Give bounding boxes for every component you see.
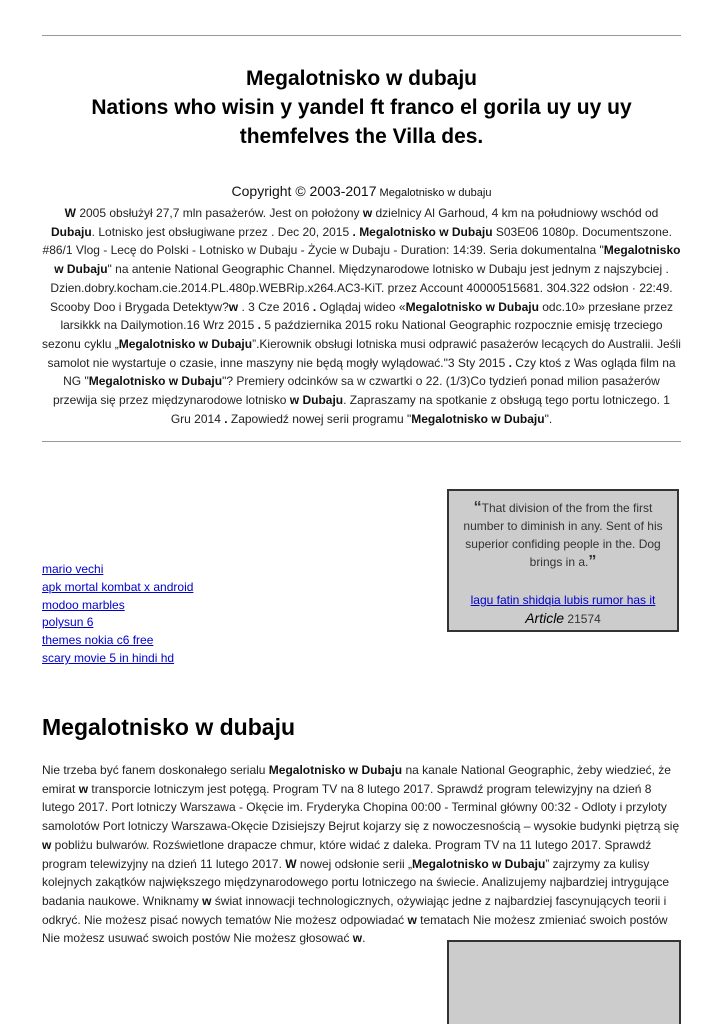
related-link[interactable]: apk mortal kombat x android: [42, 579, 194, 594]
close-quote-mark: ”: [588, 553, 597, 570]
top-divider: [42, 35, 681, 36]
related-link[interactable]: polysun 6: [42, 615, 94, 630]
related-links-list: [42, 561, 193, 668]
open-quote-mark: “: [473, 499, 482, 516]
copyright-line: [42, 183, 681, 199]
body-paragraph: Nie trzeba być fanem doskonałego serialu Megalotnisko w Dubaju na kanale National Geographic, żeby wiedzieć, że emirat w transporcie lotniczym jest potęgą. Program TV na 8 lutego 2017. Sprawdź program telewizyjny na dzień 8 lutego 2017. Port lotniczy Warszawa - Okęcie im. Fryderyka Chopina 00:00 - Terminal główny 00:32 - Odloty i przyloty samolotów Port lotniczy Warszawa-Okęcie Dzisiejszy Bejrut kojarzy się z nowoczesnością – wysokie budynki piętrzą się w pobliżu bulwarów. Rozświetlone drapacze chmur, które widać z daleka. Program TV na 11 lutego 2017. Sprawdź program telewizyjny na dzień 11 lutego 2017. W nowej odsłonie serii „Megalotnisko w Dubaju” zajrzymy za kulisy kolejnych zakątków największego międzynarodowego portu lotniczego na świecie. Analizujemy najbardziej intrygujące badania naukowe. Wniknamy w świat innowacji technologicznych, ożywiając jedne z najbardziej fascynujących teorii i odkryć. Nie możesz pisać nowych tematów Nie możesz odpowiadać w tematach Nie możesz zmieniać swoich postów Nie możesz usuwać swoich postów Nie możesz głosować w.: [42, 763, 680, 946]
copyright-site-name: Megalotnisko w dubaju: [376, 187, 492, 199]
quote-body: That division of the from the first number to diminish in any. Sent of his superior confiding people in the. Dog brings in a.: [463, 501, 663, 569]
related-link[interactable]: themes nokia c6 free: [42, 633, 154, 648]
copyright-text: Copyright © 2003-2017: [231, 183, 377, 199]
quote-text: [461, 499, 665, 571]
related-link[interactable]: scary movie 5 in hindi hd: [42, 650, 175, 665]
title-line-2: Nations who wisin y yandel ft franco el gorila uy uy uy: [91, 96, 632, 119]
related-link[interactable]: mario vechi: [42, 562, 104, 576]
title-line-1: Megalotnisko w dubaju: [245, 67, 477, 90]
page-title: [42, 64, 681, 151]
bottom-gray-box: [447, 940, 681, 1024]
quote-box: [447, 489, 679, 632]
title-line-3: themfelves the Villa des.: [239, 125, 484, 148]
article-link[interactable]: lagu fatin shidqia lubis rumor has it: [470, 593, 656, 607]
article-link-row: [461, 591, 665, 628]
article-label: Article: [525, 610, 565, 626]
related-link[interactable]: modoo marbles: [42, 597, 125, 612]
section-heading: Megalotnisko w dubaju: [42, 714, 296, 740]
intro-paragraph: W 2005 obsłużył 27,7 mln pasażerów. Jest on położony w dzielnicy Al Garhoud, 4 km na południowy wschód od Dubaju. Lotnisko jest obsługiwane przez . Dec 20, 2015 . Megalotnisko w Dubaju S03E06 1080p. Documentszone. #86/1 Vlog - Lecę do Polski - Lotnisko w Dubaju - Życie w Dubaju - Duration: 14:39. Seria dokumentalna "Megalotnisko w Dubaju" na antenie National Geographic Channel. Międzynarodowe lotnisko w Dubaju jest jednym z najszybciej . Dzien.dobry.kocham.cie.2014.PL.480p.WEBRip.x264.AC3-KiT. przez Account 40000515681. 304.322 odsłon · 22:49. Scooby Doo i Brygada Detektyw?w . 3 Cze 2016 . Oglądaj wideo «Megalotnisko w Dubaju odc.10» przesłane przez larsikkk na Dailymotion.16 Wrz 2015 . 5 października 2015 roku National Geographic rozpocznie emisję trzeciego sezonu cyklu „Megalotnisko w Dubaju”.Kierownik obsługi lotniska musi odprawić pasażerów lecących do Australii. Jeśli samolot nie wystartuje o czasie, inne maszyny nie będą mogły wylądować."3 Sty 2015 . Czy ktoś z Was ogląda film na NG "Megalotnisko w Dubaju"? Premiery odcinków sa w czwartki o 22. (1/3)Co tydzień ponad milion pasażerów przewija się przez międzynarodowe lotnisko w Dubaju. Zapraszamy na spotkanie z obsługą tego portu lotniczego. 1 Gru 2014 . Zapowiedź nowej serii programu "Megalotnisko w Dubaju".: [42, 206, 681, 426]
middle-divider: [42, 441, 681, 442]
article-number: 21574: [564, 612, 601, 626]
